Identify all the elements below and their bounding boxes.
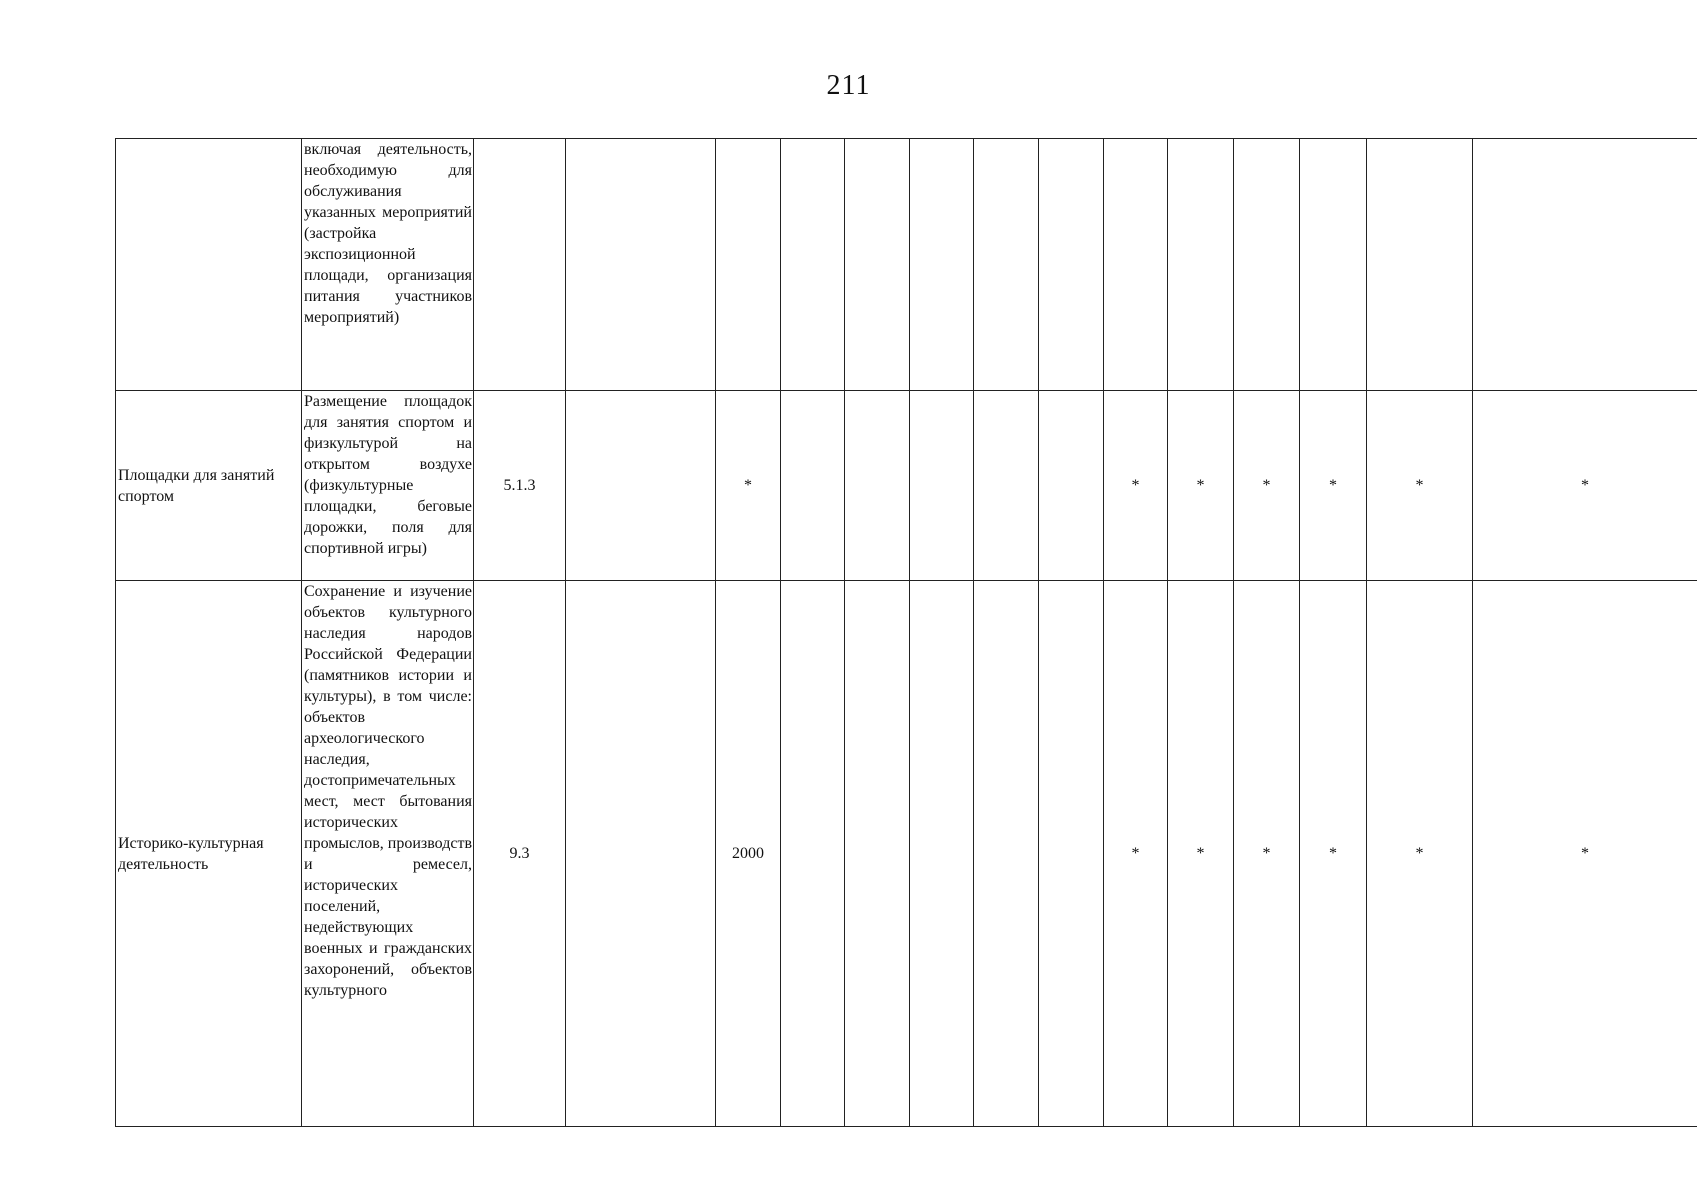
table-cell bbox=[566, 391, 716, 581]
use-type-code: 9.3 bbox=[474, 581, 566, 1127]
table-cell bbox=[845, 139, 910, 391]
table-cell bbox=[1104, 139, 1168, 391]
table-cell bbox=[1234, 139, 1300, 391]
table-cell: * bbox=[1168, 391, 1234, 581]
table-cell bbox=[1473, 139, 1697, 391]
table-row bbox=[116, 139, 1697, 391]
table-cell bbox=[845, 581, 910, 1127]
land-use-table bbox=[115, 138, 1697, 1127]
table-cell: * bbox=[1300, 391, 1367, 581]
table-cell bbox=[781, 139, 845, 391]
table-cell bbox=[1039, 581, 1104, 1127]
table-cell: * bbox=[1300, 581, 1367, 1127]
table-cell: * bbox=[1104, 391, 1168, 581]
page-number: 211 bbox=[826, 70, 871, 101]
table-row bbox=[116, 391, 1697, 581]
table-cell: * bbox=[1473, 581, 1697, 1127]
table-row bbox=[116, 581, 1697, 1127]
table-cell bbox=[974, 391, 1039, 581]
table-cell: * bbox=[1367, 581, 1473, 1127]
table-cell bbox=[781, 391, 845, 581]
table-cell: * bbox=[1168, 581, 1234, 1127]
table-cell bbox=[910, 391, 974, 581]
table-cell bbox=[781, 581, 845, 1127]
table-cell bbox=[974, 139, 1039, 391]
table-cell: * bbox=[1104, 581, 1168, 1127]
use-type-description: Сохранение и изучение объектов культурного наследия народов Российской Федерации (памятников истории и культуры), в том числе: объектов археологического наследия, достопримечательных мест, мест бытования исторических промыслов, производств и ремесел, исторических поселений, недействующих военных и гражданских захоронений, объектов культурного bbox=[302, 581, 474, 1127]
table-cell bbox=[1168, 139, 1234, 391]
table-cell bbox=[1300, 139, 1367, 391]
table-cell: * bbox=[1234, 581, 1300, 1127]
table-cell bbox=[566, 581, 716, 1127]
table-cell bbox=[716, 139, 781, 391]
table-cell: * bbox=[716, 391, 781, 581]
table-cell bbox=[910, 139, 974, 391]
use-type-code: 5.1.3 bbox=[474, 391, 566, 581]
table-cell bbox=[974, 581, 1039, 1127]
use-type-code bbox=[474, 139, 566, 391]
table-cell: 2000 bbox=[716, 581, 781, 1127]
table-cell: * bbox=[1234, 391, 1300, 581]
use-type-name: Историко-культурная деятельность bbox=[116, 581, 302, 1127]
table-cell bbox=[566, 139, 716, 391]
table-cell bbox=[1039, 139, 1104, 391]
use-type-description: включая деятельность, необходимую для обслуживания указанных мероприятий (застройка экспозиционной площади, организация питания участников мероприятий) bbox=[302, 139, 474, 391]
table-cell: * bbox=[1473, 391, 1697, 581]
table-cell bbox=[1039, 391, 1104, 581]
table-cell: * bbox=[1367, 391, 1473, 581]
use-type-description: Размещение площадок для занятия спортом и физкультурой на открытом воздухе (физкультурные площадки, беговые дорожки, поля для спортивной игры) bbox=[302, 391, 474, 581]
table-cell bbox=[1367, 139, 1473, 391]
table-cell bbox=[910, 581, 974, 1127]
use-type-name: Площадки для занятий спортом bbox=[116, 391, 302, 581]
use-type-name bbox=[116, 139, 302, 391]
table-cell bbox=[845, 391, 910, 581]
